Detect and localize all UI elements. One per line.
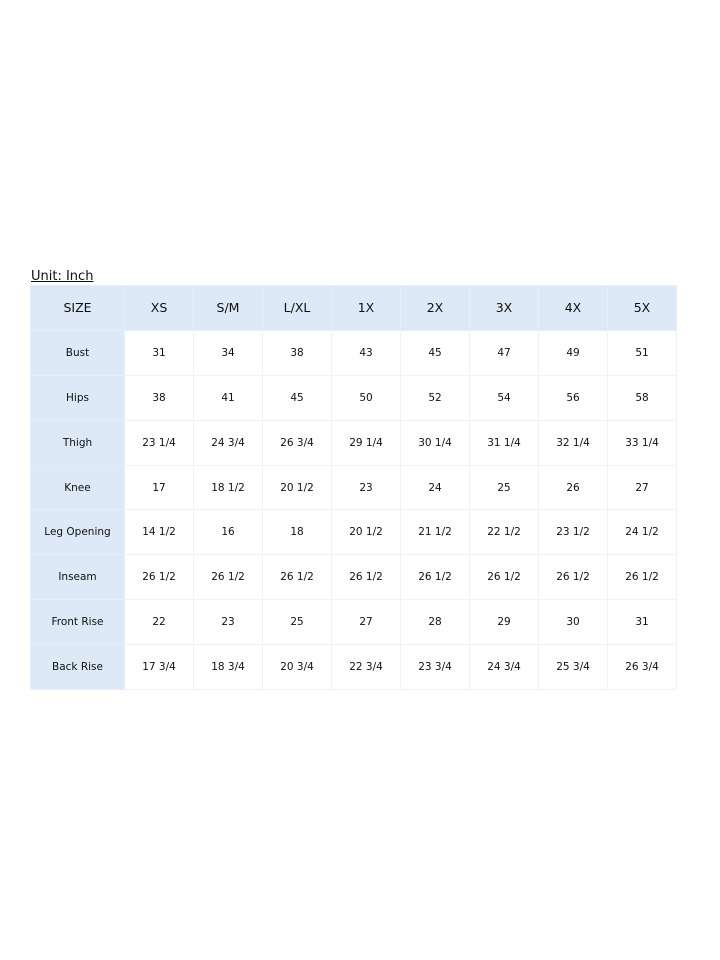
table-cell: 24 [401,465,470,510]
table-cell: 58 [608,375,677,420]
table-cell: 50 [332,375,401,420]
unit-label: Unit: Inch [31,269,94,284]
table-cell: 23 3/4 [401,645,470,690]
table-row [31,645,677,690]
size-header-label: SIZE [31,286,125,331]
table-cell: 26 3/4 [263,420,332,465]
table-cell: 34 [194,330,263,375]
size-header-row [31,286,677,331]
table-cell: 25 [470,465,539,510]
table-cell: 24 3/4 [470,645,539,690]
table-row [31,600,677,645]
table-cell: 20 1/2 [263,465,332,510]
table-cell: 31 1/4 [470,420,539,465]
row-label: Inseam [31,555,125,600]
size-column-header: 2X [401,286,470,331]
table-cell: 20 1/2 [332,510,401,555]
row-label: Bust [31,330,125,375]
table-row [31,420,677,465]
row-label: Front Rise [31,600,125,645]
table-cell: 17 [125,465,194,510]
table-cell: 28 [401,600,470,645]
table-cell: 26 1/2 [125,555,194,600]
table-cell: 45 [401,330,470,375]
table-cell: 23 1/4 [125,420,194,465]
table-cell: 26 1/2 [332,555,401,600]
table-cell: 32 1/4 [539,420,608,465]
row-label: Thigh [31,420,125,465]
table-cell: 30 1/4 [401,420,470,465]
size-column-header: 1X [332,286,401,331]
table-cell: 54 [470,375,539,420]
table-cell: 26 1/2 [194,555,263,600]
table-cell: 25 3/4 [539,645,608,690]
table-cell: 14 1/2 [125,510,194,555]
table-cell: 26 3/4 [608,645,677,690]
table-cell: 18 1/2 [194,465,263,510]
table-cell: 22 1/2 [470,510,539,555]
table-cell: 26 [539,465,608,510]
table-cell: 26 1/2 [539,555,608,600]
row-label: Knee [31,465,125,510]
table-cell: 45 [263,375,332,420]
table-row [31,510,677,555]
table-cell: 56 [539,375,608,420]
table-cell: 52 [401,375,470,420]
table-cell: 22 3/4 [332,645,401,690]
table-row [31,375,677,420]
table-cell: 26 1/2 [470,555,539,600]
table-cell: 38 [263,330,332,375]
table-cell: 26 1/2 [608,555,677,600]
table-cell: 18 [263,510,332,555]
size-column-header: S/M [194,286,263,331]
table-cell: 33 1/4 [608,420,677,465]
row-label: Hips [31,375,125,420]
table-cell: 17 3/4 [125,645,194,690]
table-cell: 51 [608,330,677,375]
table-cell: 47 [470,330,539,375]
table-cell: 31 [125,330,194,375]
table-cell: 21 1/2 [401,510,470,555]
table-cell: 49 [539,330,608,375]
table-row [31,330,677,375]
table-row [31,465,677,510]
table-cell: 43 [332,330,401,375]
row-label: Back Rise [31,645,125,690]
table-cell: 23 [194,600,263,645]
table-cell: 25 [263,600,332,645]
table-cell: 24 1/2 [608,510,677,555]
size-column-header: XS [125,286,194,331]
table-cell: 22 [125,600,194,645]
table-cell: 26 1/2 [401,555,470,600]
table-cell: 26 1/2 [263,555,332,600]
table-cell: 16 [194,510,263,555]
table-cell: 29 1/4 [332,420,401,465]
table-cell: 23 1/2 [539,510,608,555]
table-cell: 18 3/4 [194,645,263,690]
table-cell: 31 [608,600,677,645]
size-column-header: 3X [470,286,539,331]
table-cell: 20 3/4 [263,645,332,690]
row-label: Leg Opening [31,510,125,555]
size-column-header: 4X [539,286,608,331]
table-cell: 41 [194,375,263,420]
table-cell: 30 [539,600,608,645]
size-chart-table [30,285,677,690]
size-column-header: L/XL [263,286,332,331]
table-row [31,555,677,600]
table-cell: 27 [332,600,401,645]
table-cell: 29 [470,600,539,645]
table-cell: 27 [608,465,677,510]
table-cell: 24 3/4 [194,420,263,465]
table-cell: 23 [332,465,401,510]
size-column-header: 5X [608,286,677,331]
table-cell: 38 [125,375,194,420]
